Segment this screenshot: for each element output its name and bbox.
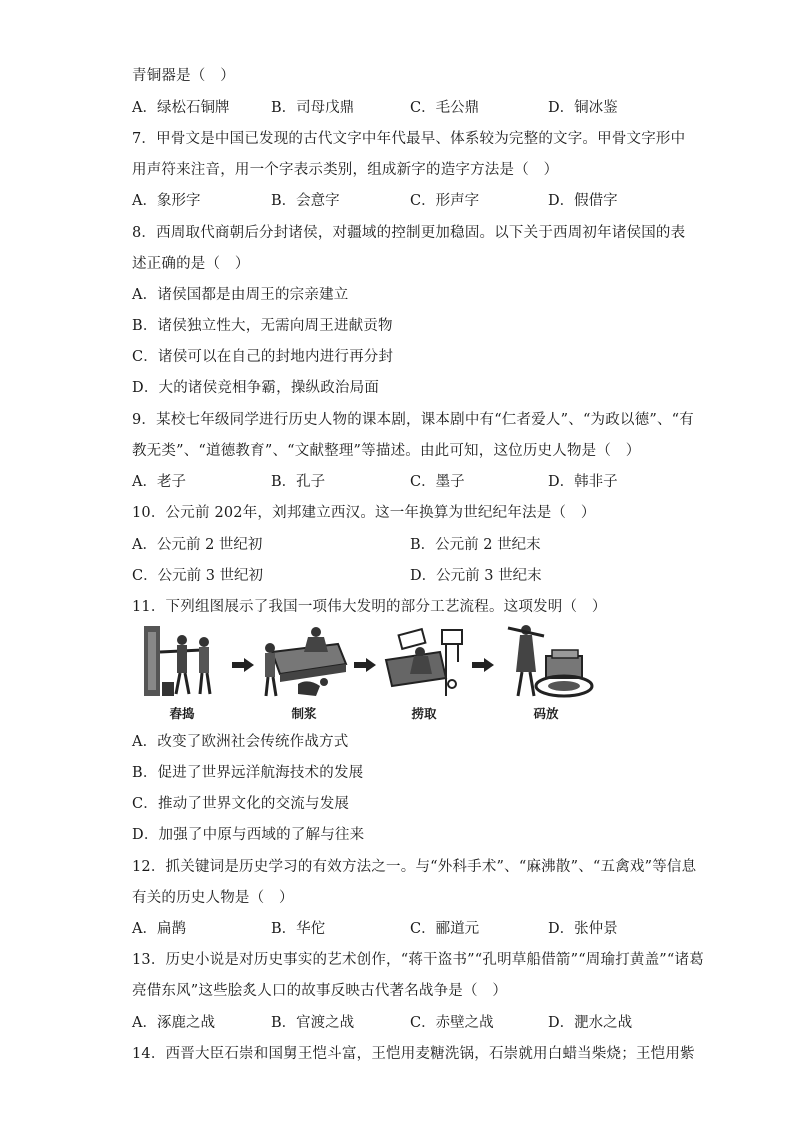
- q12-options: [0, 919, 794, 939]
- q11-stem: 11．下列组图展示了我国一项伟大发明的部分工艺流程。这项发明（ ）: [132, 599, 607, 615]
- q6-stem-end: 青铜器是（ ）: [132, 68, 235, 84]
- q7-stem-line1: 7．甲骨文是中国已发现的古代文字中年代最早、体系较为完整的文字。甲骨文字形中: [132, 131, 686, 147]
- q6-options: [0, 98, 794, 118]
- q8-option-d[interactable]: D．大的诸侯竞相争霸，操纵政治局面: [132, 380, 380, 396]
- q10-options-row1: [0, 535, 794, 555]
- q10-option-a[interactable]: A．公元前 2 世纪初: [132, 537, 263, 553]
- q13-option-d[interactable]: D．淝水之战: [548, 1015, 633, 1031]
- q8-stem-line1: 8．西周取代商朝后分封诸侯，对疆域的控制更加稳固。以下关于西周初年诸侯国的表: [132, 225, 686, 241]
- q6-option-d[interactable]: D．铜冰鉴: [548, 100, 618, 116]
- q12-option-c[interactable]: C．郦道元: [410, 921, 480, 937]
- q6-option-c[interactable]: C．毛公鼎: [410, 100, 480, 116]
- q10-option-b[interactable]: B．公元前 2 世纪末: [410, 537, 541, 553]
- q11-option-b[interactable]: B．促进了世界远洋航海技术的发展: [132, 765, 364, 781]
- step-label-pounding: 舂捣: [169, 706, 195, 721]
- arrow-right-icon: [472, 658, 494, 672]
- q11-option-a[interactable]: A．改变了欧洲社会传统作战方式: [132, 734, 349, 750]
- pounding-illustration: [142, 622, 224, 702]
- q7-option-d[interactable]: D．假借字: [548, 193, 618, 209]
- q10-option-c[interactable]: C．公元前 3 世纪初: [132, 568, 264, 584]
- q9-option-a[interactable]: A．老子: [132, 474, 186, 490]
- arrow-right-icon: [232, 658, 254, 672]
- q13-option-b[interactable]: B．官渡之战: [271, 1015, 355, 1031]
- q12-stem-line2: 有关的历史人物是（ ）: [132, 890, 294, 906]
- q7-stem-line2: 用声符来注音，用一个字表示类别，组成新字的造字方法是（ ）: [132, 162, 559, 178]
- q12-option-b[interactable]: B．华佗: [271, 921, 326, 937]
- q13-stem-line2: 亮借东风”这些脍炙人口的故事反映古代著名战争是（ ）: [132, 983, 508, 999]
- q8-option-c[interactable]: C．诸侯可以在自己的封地内进行再分封: [132, 349, 394, 365]
- q10-stem: 10．公元前 202年，刘邦建立西汉。这一年换算为世纪纪年法是（ ）: [132, 505, 596, 521]
- q9-stem-line1: 9．某校七年级同学进行历史人物的课本剧，课本剧中有“仁者爱人”、“为政以德”、“有: [132, 412, 694, 428]
- q9-options: [0, 472, 794, 492]
- q9-option-d[interactable]: D．韩非子: [548, 474, 618, 490]
- papermaking-figure: [142, 622, 602, 722]
- q7-options: [0, 191, 794, 211]
- pulping-illustration: [258, 622, 350, 702]
- q12-stem-line1: 12．抓关键词是历史学习的有效方法之一。与“外科手术”、“麻沸散”、“五禽戏”等信息: [132, 859, 697, 875]
- q12-option-a[interactable]: A．扁鹊: [132, 921, 186, 937]
- q13-option-c[interactable]: C．赤壁之战: [410, 1015, 494, 1031]
- step-label-scooping: 捞取: [411, 706, 437, 721]
- step-label-pulping: 制浆: [291, 706, 317, 721]
- step-label-stacking: 码放: [533, 706, 559, 721]
- q9-option-c[interactable]: C．墨子: [410, 474, 465, 490]
- q7-option-b[interactable]: B．会意字: [271, 193, 340, 209]
- q9-stem-line2: 教无类”、“道德教育”、“文献整理”等描述。由此可知，这位历史人物是（ ）: [132, 443, 641, 459]
- q9-option-b[interactable]: B．孔子: [271, 474, 326, 490]
- q13-option-a[interactable]: A．涿鹿之战: [132, 1015, 215, 1031]
- q10-option-d[interactable]: D．公元前 3 世纪末: [410, 568, 542, 584]
- q7-option-a[interactable]: A．象形字: [132, 193, 201, 209]
- q8-stem-line2: 述正确的是（ ）: [132, 256, 250, 272]
- q11-option-c[interactable]: C．推动了世界文化的交流与发展: [132, 796, 350, 812]
- q13-options: [0, 1013, 794, 1033]
- q8-option-b[interactable]: B．诸侯独立性大，无需向周王进献贡物: [132, 318, 393, 334]
- q6-option-a[interactable]: A．绿松石铜牌: [132, 100, 230, 116]
- stacking-illustration: [500, 622, 596, 702]
- scooping-illustration: [380, 622, 468, 702]
- q11-option-d[interactable]: D．加强了中原与西域的了解与往来: [132, 827, 365, 843]
- q6-option-b[interactable]: B．司母戊鼎: [271, 100, 355, 116]
- q13-stem-line1: 13．历史小说是对历史事实的艺术创作，“蒋干盗书”“孔明草船借箭”“周瑜打黄盖”“诸葛: [132, 952, 704, 968]
- q7-option-c[interactable]: C．形声字: [410, 193, 480, 209]
- q14-stem-line1: 14．西晋大臣石崇和国舅王恺斗富，王恺用麦糖洗锅，石崇就用白蜡当柴烧；王恺用紫: [132, 1046, 695, 1062]
- arrow-right-icon: [354, 658, 376, 672]
- q12-option-d[interactable]: D．张仲景: [548, 921, 618, 937]
- q8-option-a[interactable]: A．诸侯国都是由周王的宗亲建立: [132, 287, 349, 303]
- q10-options-row2: [0, 566, 794, 586]
